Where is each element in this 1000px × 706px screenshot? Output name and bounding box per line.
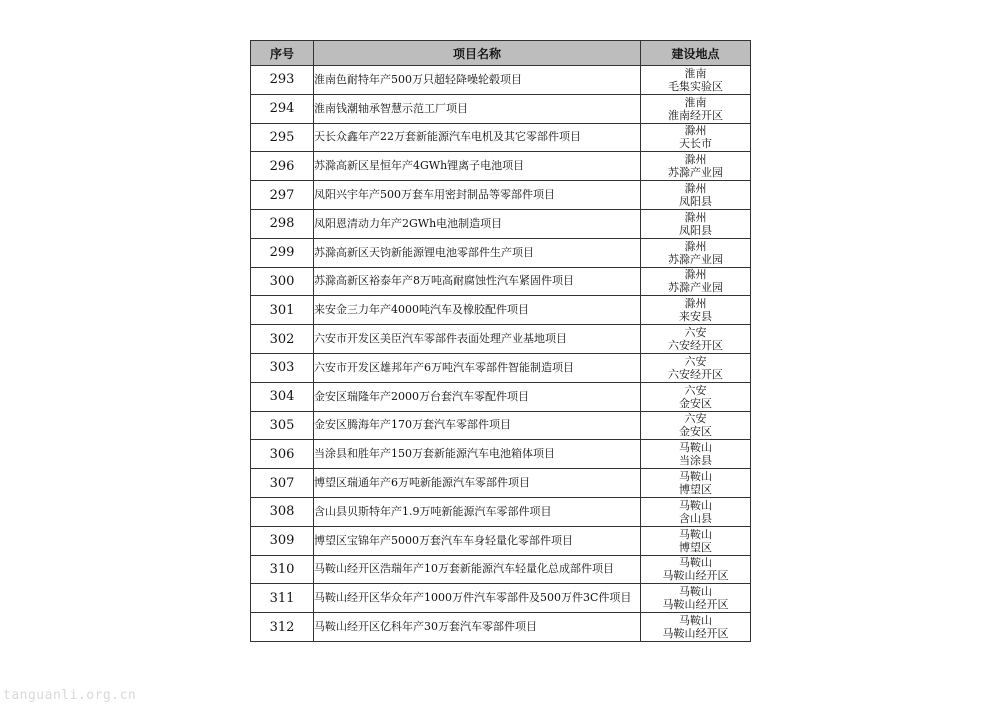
location-city: 马鞍山	[679, 614, 712, 628]
location-city: 滁州	[684, 268, 707, 282]
location-district: 金安区	[679, 396, 712, 410]
project-name: 苏滁高新区裕泰年产8万吨高耐腐蚀性汽车紧固件项目	[314, 267, 641, 296]
project-location	[641, 325, 751, 354]
location-city: 马鞍山	[679, 585, 712, 599]
table-row	[251, 181, 751, 210]
location-district: 苏滁产业园	[668, 281, 723, 295]
location-city: 马鞍山	[679, 498, 712, 512]
row-number: 302	[251, 325, 314, 354]
row-number: 300	[251, 267, 314, 296]
project-location	[641, 526, 751, 555]
row-number: 311	[251, 584, 314, 613]
row-number: 298	[251, 209, 314, 238]
row-number: 296	[251, 152, 314, 181]
table-row	[251, 469, 751, 498]
header-row	[251, 41, 751, 66]
table-row	[251, 123, 751, 152]
header-location: 建设地点	[641, 41, 751, 66]
table-row	[251, 238, 751, 267]
location-district: 含山县	[679, 511, 712, 525]
location-city: 淮南	[684, 66, 707, 80]
location-district: 当涂县	[679, 454, 712, 468]
project-location	[641, 238, 751, 267]
location-city: 六安	[684, 354, 707, 368]
project-name: 淮南钱潮轴承智慧示范工厂项目	[314, 94, 641, 123]
project-name: 含山县贝斯特年产1.9万吨新能源汽车零部件项目	[314, 497, 641, 526]
table-row	[251, 497, 751, 526]
location-city: 六安	[684, 326, 707, 340]
location-district: 毛集实验区	[668, 79, 723, 93]
project-name: 凤阳恩清动力年产2GWh电池制造项目	[314, 209, 641, 238]
location-city: 滁州	[684, 297, 707, 311]
project-name: 马鞍山经开区华众年产1000万件汽车零部件及500万件3C件项目	[314, 584, 641, 613]
table-row	[251, 613, 751, 642]
row-number: 294	[251, 94, 314, 123]
project-name: 苏滁高新区天钧新能源锂电池零部件生产项目	[314, 238, 641, 267]
row-number: 312	[251, 613, 314, 642]
table-row	[251, 325, 751, 354]
project-location	[641, 497, 751, 526]
row-number: 305	[251, 411, 314, 440]
project-name: 淮南色耐特年产500万只超轻降噪轮毂项目	[314, 66, 641, 95]
project-location	[641, 353, 751, 382]
location-city: 滁州	[684, 153, 707, 167]
location-city: 马鞍山	[679, 556, 712, 570]
project-location	[641, 267, 751, 296]
project-name: 马鞍山经开区亿科年产30万套汽车零部件项目	[314, 613, 641, 642]
location-district: 博望区	[679, 540, 712, 554]
project-name: 六安市开发区美臣汽车零部件表面处理产业基地项目	[314, 325, 641, 354]
project-name: 六安市开发区雄邦年产6万吨汽车零部件智能制造项目	[314, 353, 641, 382]
table-row	[251, 267, 751, 296]
row-number: 297	[251, 181, 314, 210]
project-location	[641, 209, 751, 238]
location-district: 凤阳县	[679, 223, 712, 237]
project-name: 当涂县和胜年产150万套新能源汽车电池箱体项目	[314, 440, 641, 469]
project-name: 金安区腾海年产170万套汽车零部件项目	[314, 411, 641, 440]
location-city: 六安	[684, 383, 707, 397]
location-district: 博望区	[679, 483, 712, 497]
header-name: 项目名称	[314, 41, 641, 66]
row-number: 299	[251, 238, 314, 267]
project-name: 苏滁高新区星恒年产4GWh锂离子电池项目	[314, 152, 641, 181]
table-row	[251, 353, 751, 382]
table-row	[251, 296, 751, 325]
location-city: 滁州	[684, 210, 707, 224]
location-district: 马鞍山经开区	[662, 598, 729, 612]
table-row	[251, 440, 751, 469]
table-row	[251, 584, 751, 613]
row-number: 306	[251, 440, 314, 469]
project-location	[641, 123, 751, 152]
table-row	[251, 382, 751, 411]
header-no: 序号	[251, 41, 314, 66]
project-location	[641, 152, 751, 181]
watermark: tanguanli.org.cn	[3, 688, 137, 703]
location-district: 凤阳县	[679, 195, 712, 209]
project-location	[641, 296, 751, 325]
location-district: 六安经开区	[668, 367, 723, 381]
row-number: 293	[251, 66, 314, 95]
location-district: 马鞍山经开区	[662, 569, 729, 583]
table-body	[251, 66, 751, 642]
location-district: 苏滁产业园	[668, 166, 723, 180]
project-name: 马鞍山经开区浩瑞年产10万套新能源汽车轻量化总成部件项目	[314, 555, 641, 584]
project-name: 金安区瑞隆年产2000万台套汽车零配件项目	[314, 382, 641, 411]
location-district: 淮南经开区	[668, 108, 723, 122]
table-row	[251, 66, 751, 95]
location-city: 马鞍山	[679, 441, 712, 455]
location-district: 马鞍山经开区	[662, 627, 729, 641]
project-location	[641, 613, 751, 642]
location-city: 滁州	[684, 239, 707, 253]
table-row	[251, 555, 751, 584]
project-location	[641, 469, 751, 498]
row-number: 303	[251, 353, 314, 382]
row-number: 309	[251, 526, 314, 555]
project-location	[641, 94, 751, 123]
table-row	[251, 209, 751, 238]
location-city: 滁州	[684, 182, 707, 196]
row-number: 295	[251, 123, 314, 152]
row-number: 301	[251, 296, 314, 325]
project-location	[641, 440, 751, 469]
project-name: 凤阳兴宇年产500万套车用密封制品等零部件项目	[314, 181, 641, 210]
project-name: 天长众鑫年产22万套新能源汽车电机及其它零部件项目	[314, 123, 641, 152]
location-district: 天长市	[679, 137, 712, 151]
project-location	[641, 382, 751, 411]
row-number: 308	[251, 497, 314, 526]
project-location	[641, 181, 751, 210]
project-location	[641, 66, 751, 95]
location-city: 六安	[684, 412, 707, 426]
row-number: 310	[251, 555, 314, 584]
project-location	[641, 411, 751, 440]
table-row	[251, 411, 751, 440]
location-city: 滁州	[684, 124, 707, 138]
table-row	[251, 94, 751, 123]
project-name: 博望区宝锦年产5000万套汽车车身轻量化零部件项目	[314, 526, 641, 555]
location-district: 来安县	[679, 310, 712, 324]
location-city: 淮南	[684, 95, 707, 109]
table-row	[251, 152, 751, 181]
table-row	[251, 526, 751, 555]
location-city: 马鞍山	[679, 470, 712, 484]
project-location	[641, 584, 751, 613]
project-table	[250, 40, 751, 642]
project-name: 博望区瑞通年产6万吨新能源汽车零部件项目	[314, 469, 641, 498]
location-district: 金安区	[679, 425, 712, 439]
project-name: 来安金三力年产4000吨汽车及橡胶配件项目	[314, 296, 641, 325]
row-number: 307	[251, 469, 314, 498]
project-location	[641, 555, 751, 584]
location-district: 苏滁产业园	[668, 252, 723, 266]
row-number: 304	[251, 382, 314, 411]
location-city: 马鞍山	[679, 527, 712, 541]
location-district: 六安经开区	[668, 339, 723, 353]
